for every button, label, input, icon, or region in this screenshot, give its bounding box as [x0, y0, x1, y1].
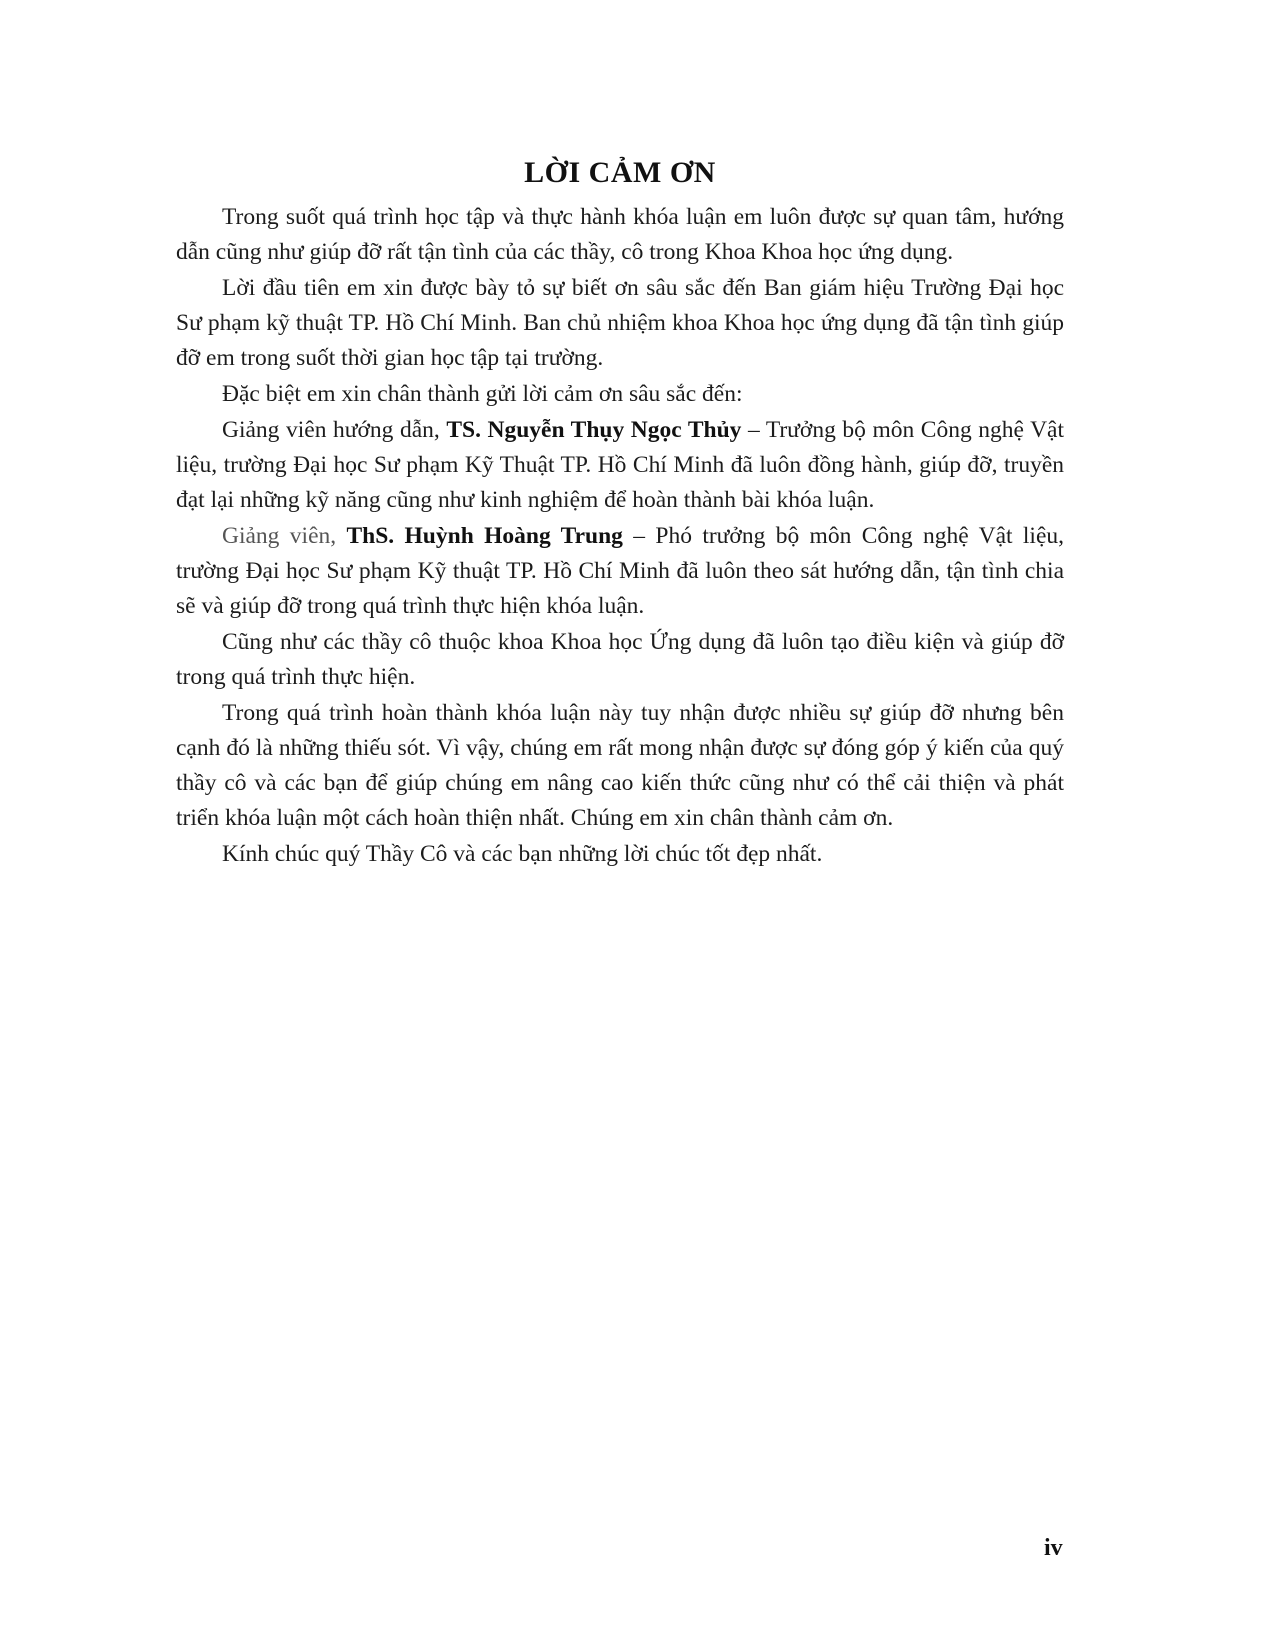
paragraph-co-advisor [176, 519, 1064, 624]
advisor-name: TS. Nguyễn Thụy Ngọc Thủy [446, 417, 742, 443]
advisor-prefix: Giảng viên hướng dẫn, [222, 417, 447, 443]
acknowledgement-section [176, 152, 1064, 873]
paragraph-thanks-school: Lời đầu tiên em xin được bày tỏ sự biết ơn sâu sắc đến Ban giám hiệu Trường Đại học Sư phạm kỹ thuật TP. Hồ Chí Minh. Ban chủ nhiệm khoa Khoa học ứng dụng đã tận tình giúp đỡ em trong suốt thời gian học tập tại trường. [176, 275, 1064, 371]
advisor-description: – Trưởng bộ môn Công nghệ Vật liệu, trường Đại học Sư phạm Kỹ Thuật TP. Hồ Chí Minh đã luôn đồng hành, giúp đỡ, truyền đạt lại những kỹ năng cũng như kinh nghiệm để hoàn thành bài khóa luận. [176, 417, 1065, 513]
paragraph-special-thanks: Đặc biệt em xin chân thành gửi lời cảm ơn sâu sắc đến: [222, 381, 743, 407]
co-advisor-prefix: Giảng viên, [222, 523, 347, 549]
paragraph-intro: Trong suốt quá trình học tập và thực hành khóa luận em luôn được sự quan tâm, hướng dẫn cũng như giúp đỡ rất tận tình của các thầy, cô trong Khoa Khoa học ứng dụng. [176, 204, 1064, 265]
co-advisor-name: ThS. Huỳnh Hoàng Trung [346, 523, 623, 549]
page-title: LỜI CẢM ƠN [524, 156, 716, 189]
paragraph-closing: Kính chúc quý Thầy Cô và các bạn những lời chúc tốt đẹp nhất. [222, 841, 823, 867]
page-number: iv [1044, 1535, 1063, 1561]
co-advisor-description: – Phó trưởng bộ môn Công nghệ Vật liệu, trường Đại học Sư phạm Kỹ thuật TP. Hồ Chí Minh đã luôn theo sát hướng dẫn, tận tình chia sẽ và giúp đỡ trong quá trình thực hiện khóa luận. [176, 523, 1064, 619]
paragraph-feedback: Trong quá trình hoàn thành khóa luận này tuy nhận được nhiều sự giúp đỡ nhưng bên cạnh đó là những thiếu sót. Vì vậy, chúng em rất mong nhận được sự đóng góp ý kiến của quý thầy cô và các bạn để giúp chúng em nâng cao kiến thức cũng như có thể cải thiện và phát triển khóa luận một cách hoàn thiện nhất. Chúng em xin chân thành cảm ơn. [176, 700, 1064, 831]
paragraph-faculty: Cũng như các thầy cô thuộc khoa Khoa học Ứng dụng đã luôn tạo điều kiện và giúp đỡ trong quá trình thực hiện. [176, 629, 1064, 690]
paragraph-advisor [176, 413, 1064, 518]
